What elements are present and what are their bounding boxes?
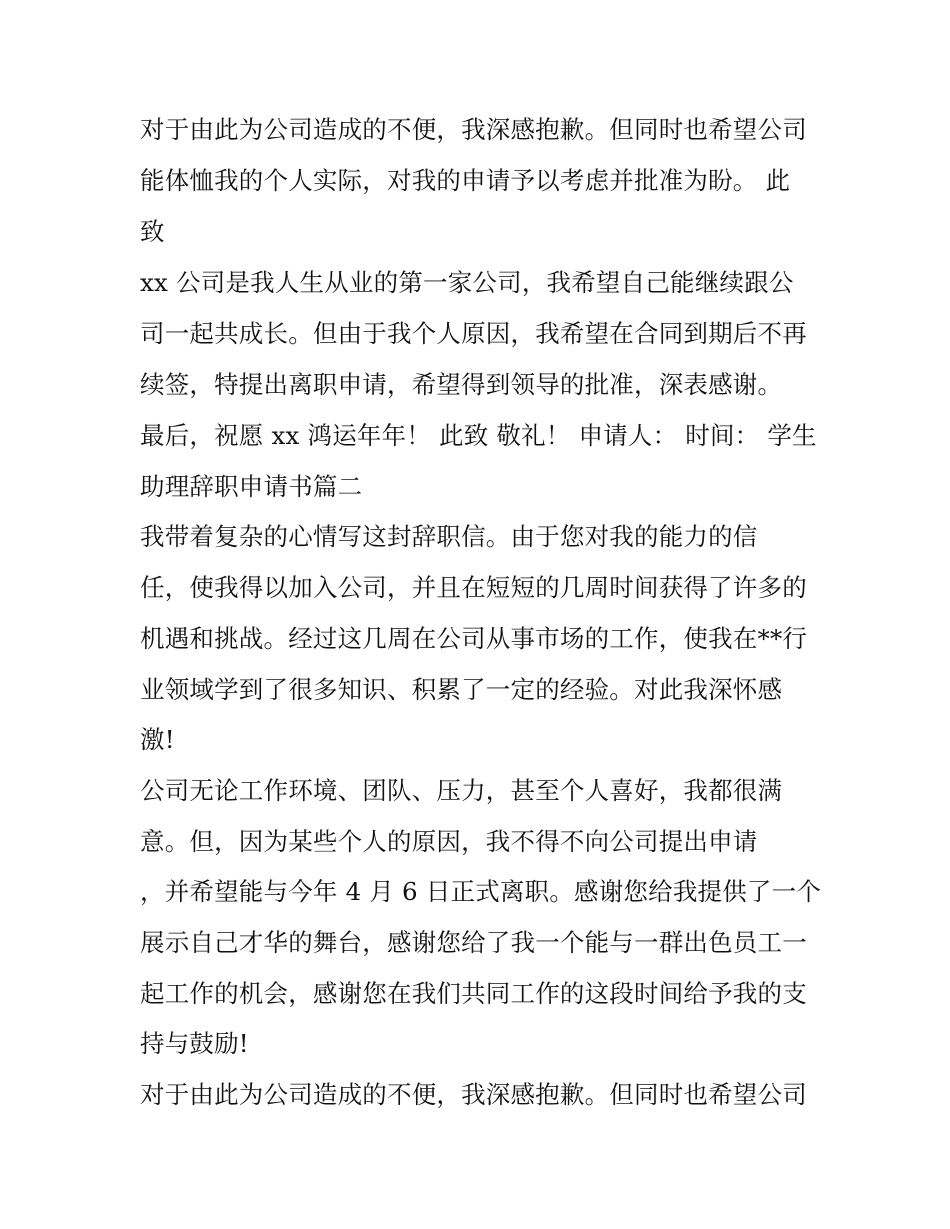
section-heading: 助理辞职申请书篇二: [140, 472, 363, 501]
text-line: 致: [140, 217, 165, 246]
text-line: 我带着复杂的心情写这封辞职信。由于您对我的能力的信: [140, 522, 758, 551]
text-line: 能体恤我的个人实际，对我的申请予以考虑并批准为盼。 此: [140, 166, 791, 195]
text-line: 机遇和挑战。经过这几周在公司从事市场的工作，使我在**行: [140, 624, 808, 653]
text-line: 展示自己才华的舞台，感谢您给了我一个能与一群出色员工一: [140, 928, 807, 957]
text-line: 续签，特提出离职申请，希望得到领导的批准，深表感谢。: [140, 370, 783, 399]
text-line: xx 公司是我人生从业的第一家公司，我希望自己能继续跟公: [140, 268, 794, 297]
text-line: 持与鼓励!: [140, 1029, 249, 1058]
text-line: 业领域学到了很多知识、积累了一定的经验。对此我深怀感: [140, 675, 783, 704]
text-line: 起工作的机会，感谢您在我们共同工作的这段时间给予我的支: [140, 979, 807, 1008]
text-line: 意。但，因为某些个人的原因，我不得不向公司提出申请: [140, 827, 758, 856]
text-line: 任，使我得以加入公司，并且在短短的几周时间获得了许多的: [140, 573, 807, 602]
text-line: 对于由此为公司造成的不便，我深感抱歉。但同时也希望公司: [140, 115, 807, 144]
text-line: 公司无论工作环境、团队、压力，甚至个人喜好，我都很满: [140, 776, 783, 805]
text-line: ，并希望能与今年 4 月 6 日正式离职。感谢您给我提供了一个: [140, 877, 822, 906]
text-line: 最后，祝愿 xx 鸿运年年！ 此致 敬礼！ 申请人： 时间： 学生: [140, 421, 817, 450]
text-line: 激!: [140, 725, 175, 754]
text-line: 对于由此为公司造成的不便，我深感抱歉。但同时也希望公司: [140, 1080, 807, 1109]
text-line: 司一起共成长。但由于我个人原因，我希望在合同到期后不再: [140, 319, 807, 348]
